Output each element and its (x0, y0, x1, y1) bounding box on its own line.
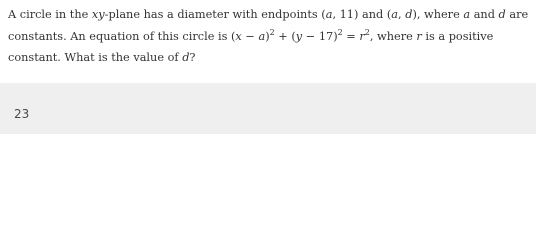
paren: ) (265, 29, 270, 43)
exponent: 2 (364, 27, 370, 37)
question-fragment: A circle in the (8, 8, 92, 21)
endpoint-1 (321, 8, 358, 21)
question-fragment: and (470, 8, 499, 21)
exponent: 2 (337, 27, 343, 37)
endpoint-2 (387, 8, 417, 21)
circle-equation (231, 27, 370, 43)
variable-y: y (295, 29, 303, 43)
endpoint-1-rest: , 11) (332, 8, 359, 21)
variable-a: a (391, 8, 399, 21)
variable-r: r (359, 29, 365, 43)
minus: − (241, 29, 259, 43)
variable-a: a (325, 8, 333, 21)
paren: ( (321, 8, 326, 21)
variable-xy: xy (91, 8, 105, 21)
variable-x: x (235, 29, 242, 43)
question-text (8, 4, 532, 69)
variable-a: a (463, 8, 471, 21)
question-fragment: ? (189, 51, 196, 64)
question-fragment: , where (416, 8, 464, 21)
paren: ( (231, 29, 236, 43)
question-fragment: and (358, 8, 387, 21)
paren: ( (386, 8, 392, 21)
paren: ( (291, 29, 296, 43)
question-fragment: are constants. An equation of this circle is (8, 8, 529, 43)
question-fragment: -plane has a diameter with endpoints (104, 8, 322, 21)
variable-d: d (405, 8, 413, 21)
variable-a: a (258, 29, 266, 43)
paren: ) (412, 8, 417, 21)
answer-panel (0, 83, 536, 134)
exponent: 2 (269, 27, 275, 37)
variable-d: d (498, 8, 506, 21)
question-fragment: is a positive constant. What is the value of (8, 29, 494, 64)
question-fragment: , where (369, 29, 417, 43)
variable-d: d (182, 51, 190, 64)
equals: = (342, 29, 360, 43)
plus: + (274, 29, 292, 43)
answer-value: 23 (14, 107, 30, 121)
variable-r: r (416, 29, 422, 43)
minus-17: − 17) (302, 29, 338, 43)
separator: , (398, 8, 406, 21)
